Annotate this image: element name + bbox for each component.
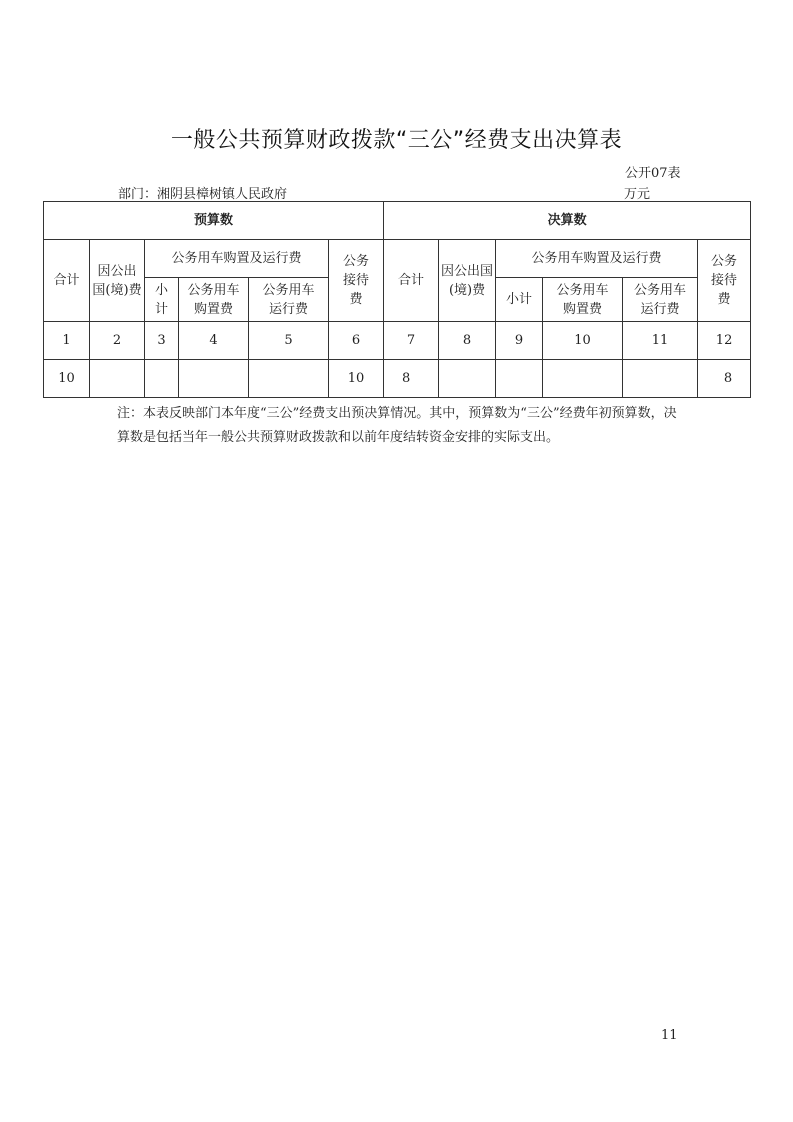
col-number: 2 bbox=[90, 322, 145, 360]
value-cell bbox=[496, 360, 543, 398]
col-number: 3 bbox=[145, 322, 179, 360]
col-number: 6 bbox=[329, 322, 384, 360]
value-cell: 10 bbox=[329, 360, 384, 398]
final-subtotal-header: 小计 bbox=[496, 278, 543, 322]
col-number: 1 bbox=[44, 322, 90, 360]
table-note: 注：本表反映部门本年度“三公”经费支出预决算情况。其中，预算数为“三公”经费年初预算数，决算数是包括当年一般公共预算财政拨款和以前年度结转资金安排的实际支出。 bbox=[117, 406, 677, 445]
value-cell: 8 bbox=[384, 360, 439, 398]
page-number: 11 bbox=[661, 1028, 678, 1043]
col-number: 9 bbox=[496, 322, 543, 360]
final-vehicle-purchase-header: 公务用车购置费 bbox=[543, 278, 623, 322]
col-number: 4 bbox=[179, 322, 249, 360]
column-number-row bbox=[44, 322, 751, 360]
expenditure-table bbox=[43, 201, 751, 398]
value-cell: 10 bbox=[44, 360, 90, 398]
value-row bbox=[44, 360, 751, 398]
final-reception-header: 公务接待费 bbox=[698, 240, 751, 322]
department-label: 部门：湘阴县樟树镇人民政府 bbox=[118, 187, 288, 202]
budget-total-header: 合计 bbox=[44, 240, 90, 322]
value-cell: 8 bbox=[698, 360, 751, 398]
col-number: 5 bbox=[249, 322, 329, 360]
col-number: 7 bbox=[384, 322, 439, 360]
budget-vehicle-purchase-header: 公务用车购置费 bbox=[179, 278, 249, 322]
col-number: 10 bbox=[543, 322, 623, 360]
final-vehicle-operation-header: 公务用车运行费 bbox=[623, 278, 698, 322]
final-abroad-header: 因公出国(境)费 bbox=[439, 240, 496, 322]
value-cell bbox=[145, 360, 179, 398]
col-number: 8 bbox=[439, 322, 496, 360]
form-number: 公开07表 bbox=[625, 166, 681, 181]
budget-subtotal-header: 小计 bbox=[145, 278, 179, 322]
budget-vehicle-header: 公务用车购置及运行费 bbox=[145, 240, 329, 278]
value-cell bbox=[90, 360, 145, 398]
col-number: 11 bbox=[623, 322, 698, 360]
value-cell bbox=[249, 360, 329, 398]
budget-group-header: 预算数 bbox=[44, 202, 384, 240]
budget-reception-header: 公务接待费 bbox=[329, 240, 384, 322]
budget-vehicle-operation-header: 公务用车运行费 bbox=[249, 278, 329, 322]
budget-abroad-header: 因公出国(境)费 bbox=[90, 240, 145, 322]
value-cell bbox=[543, 360, 623, 398]
col-number: 12 bbox=[698, 322, 751, 360]
page-title: 一般公共预算财政拨款“三公”经费支出决算表 bbox=[170, 128, 623, 153]
value-cell bbox=[179, 360, 249, 398]
value-cell bbox=[439, 360, 496, 398]
final-vehicle-header: 公务用车购置及运行费 bbox=[496, 240, 698, 278]
value-cell bbox=[623, 360, 698, 398]
unit-label: 万元 bbox=[624, 187, 651, 202]
final-group-header: 决算数 bbox=[384, 202, 751, 240]
final-total-header: 合计 bbox=[384, 240, 439, 322]
